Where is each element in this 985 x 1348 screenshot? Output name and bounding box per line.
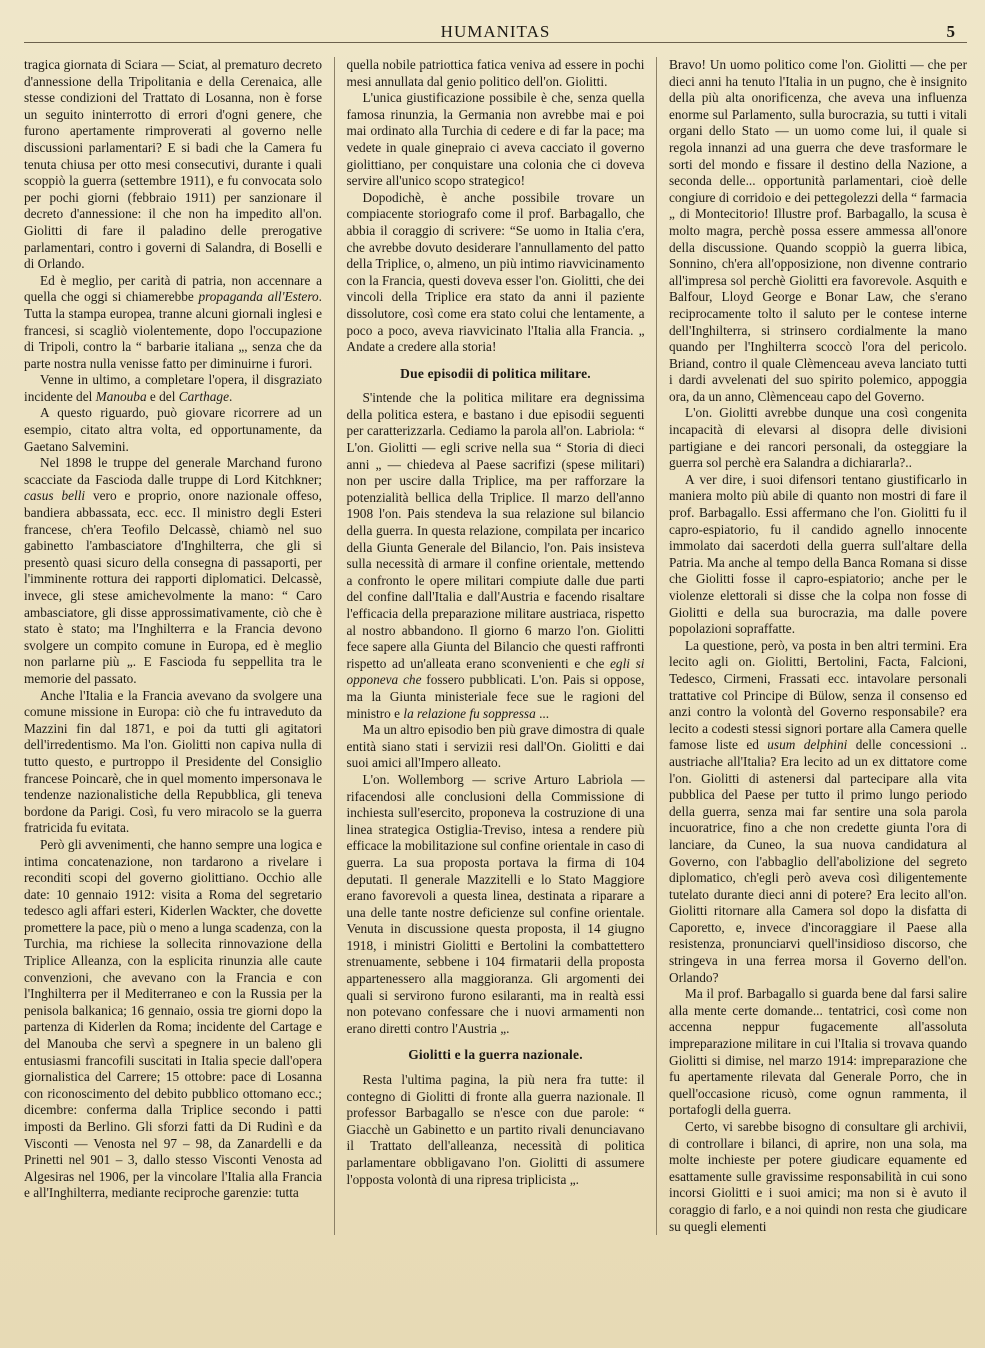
text-run: Ma il prof. Barbagallo si guarda bene dal farsi salire alla mente certe domande... tentatrici, così come non accenna neppur fugacemente all'assoluta impreparazione militare in cui l'Italia si trovava quando Giolitti si dimise, nel marzo 1914: impreparazione che fu apertamente rilevata dal Generale Porro, che in quell'occasione ricusò, come ognun rammenta, il portafogli della guerra.	[669, 986, 967, 1118]
italic-phrase: Carthage	[178, 388, 229, 404]
article-paragraph	[347, 1072, 645, 1188]
text-run: Dopodichè, è anche possibile trovare un compiacente storiografo come il prof. Barbagallo, che abbia il coraggio di scrivere: “Se uomo in Italia c'era, che avrebbe dovuto desiderare l'annullamento del patto della Triplice, o, almeno, un più intimo riavvicinamento con la Francia, questi doveva esser l'on. Giolitti, che dei vincoli della Triplice era stato da anni il paziente dissolutore, così come era stato colui che lentamente, a poco a poco, aveva riavvicinato l'Italia alla Francia. „ Andate a credere alla storia!	[346, 189, 645, 355]
italic-phrase: Manouba	[95, 388, 147, 404]
text-run: Resta l'ultima pagina, la più nera fra tutte: il contegno di Giolitti di fronte alla guerra nazionale. Il professor Barbagallo se n'esce con due parole: “ Giacchè un Gabinetto e un partito rivali denunciavano il Trattato dell'alleanza, necessità di politica parlamentare obbligavano l'on. Giolitti di assumere l'opposta volontà di una ripresa triplicista „.	[346, 1072, 645, 1187]
text-run: L'unica giustificazione possibile è che, senza quella famosa rinunzia, la Germania non avrebbe mai e poi mai ordinato alla Turchia di cedere e di far la pace; ma vedete in quale ginepraio ci aveva cacciato il governo giolittiano, per conquistare una colonia che ci doveva servire all'unico scopo strategico!	[346, 90, 645, 189]
section-heading: Giolitti e la guerra nazionale.	[408, 1047, 583, 1063]
text-run: La questione, però, va posta in ben altri termini. Era lecito agli on. Giolitti, Bertolini, Facta, Falcioni, Tedesco, Cirmeni, Frassati ecc. intavolare personali trattative col Principe di Bülow, senza il consenso ed anzi contro la volontà del Governo responsabile? era lecito a codesti stessi signori portare alla Camera quelle famose liste ed	[669, 637, 967, 753]
text-run: Nel 1898 le truppe del generale Marchand furono scacciate da Fascioda dalle truppe di Lord Kitchkner;	[24, 455, 322, 487]
article-paragraph	[24, 837, 322, 1202]
column-left	[24, 57, 322, 1235]
text-run: A questo riguardo, può giovare ricorrere ad un esempio, citato altra volta, ed opportunamente, da Gaetano Salvemini.	[24, 405, 322, 454]
column-divider	[334, 57, 335, 1235]
text-run: quella nobile patriottica fatica veniva ad essere in pochi mesi annullata dal genio politico dell'on. Giolitti.	[346, 57, 645, 89]
text-run: L'on. Giolitti avrebbe dunque una così congenita incapacità di elevarsi al disopra delle divisioni partigiane e dei rancori personali, da osteggiare la guerra sol perchè era Salandra a dichiararla?..	[669, 405, 967, 471]
text-run: Però gli avvenimenti, che hanno sempre una logica e intima concatenazione, non tardarono a rivelare i reconditi scopi del governo giolittiano. Occhio alle date: 10 gennaio 1912: visita a Roma del segretario tedesco agli affari esteri, Kiderlen Wackter, che dovette promettere la pace, più o meno a lunga scadenza, con la Turchia, ma richiese la sollecita rinnovazione della Triplice Alleanza, con la esplicita rinunzia alle caute convenzioni, che avevano con la Francia e con l'Inghilterra per il Mediterraneo e con la Russia per la penisola balkanica; 16 gennaio, ossia tre giorni dopo la partenza di Kiderlen da Roma; incidente del Cartage e del Manouba che servì a spegnere in un baleno gli entusiasmi francofili suscitati in Italia specie dall'opera giornalistica del Carrere; 15 ottobre: pace di Losanna con riconoscimento del debito pubblico ottomano ecc.; dicembre: conferma dalla Triplice secondo i patti imposti da Berlino. Gli sforzi fatti da Di Rudinì e da Visconti — Venosta nel 97 – 98, da Zanardelli e da Prinetti nel 901 – 3, dallo stesso Visconti Venosta ad Algesiras nel 1906, per la vincolare l'Italia alla Francia e all'Inghilterra, mediante reciproche garenzie: tutta	[24, 836, 322, 1201]
article-paragraph	[669, 1119, 967, 1235]
text-run: L'on. Wollemborg — scrive Arturo Labriola — rifacendosi alle conclusioni della Commissione di inchiesta sull'esercito, proponeva la costruzione di una linea strategica Ostiglia-Treviso, intesa a rendere più efficace la mobilitazione sul confine orientale in caso di guerra. La sua proposta portava la firma di 104 deputati. Il generale Mazzitelli e lo Stato Maggiore erano favorevoli a questa linea, destinata a riparare a una delle tante nostre deficienze sul confine orientale. Venuta in discussione questa proposta, il 14 giugno 1918, i ministri Giolitti e Bertolini la combattettero strenuamente, sebbene i 104 firmatarii della proposta appartenessero alla maggioranza. Gli argomenti dei quali si servirono furono esilaranti, ma in realtà essi non potevano confessare che i nuovi armamenti non erano diretti contro l'Austria „.	[346, 771, 645, 1036]
text-run: Anche l'Italia e la Francia avevano da svolgere una comune missione in Europa: ciò che fu intraveduto da Mazzini fin dal 1871, e poi da tutti gli agitatori dell'irredentismo. Ma l'on. Giolitti non capiva nulla di tutto questo, e purtroppo il Presidente del Consiglio francese Poincarè, che in quel momento impersonava le tendenze nazionalistiche della Repubblica, gli teneva bordone da Parigi. Così, fu vero miracolo se la guerra fratricida fu evitata.	[24, 687, 322, 836]
article-paragraph	[669, 472, 967, 638]
article-paragraph	[24, 405, 322, 455]
italic-phrase: propaganda all'Estero	[198, 289, 319, 305]
column-middle	[347, 57, 645, 1235]
page-header	[24, 22, 967, 43]
article-paragraph	[669, 405, 967, 471]
text-run: e del	[146, 388, 179, 404]
italic-phrase: usum delphini	[767, 737, 848, 753]
article-paragraph	[347, 190, 645, 356]
text-run: Venne in ultimo, a completare l'opera, il disgraziato incidente del	[24, 372, 322, 404]
text-run: tragica giornata di Sciara — Sciat, al prematuro decreto d'annessione della Tripolitania e della Cerenaica, alle stesse condizioni del Trattato di Losanna, non è forse un seguito ininterrotto di errori d'ogni genere, che furono apertamente rimproverati al governo nelle discussioni parlamentari? E si badi che la Camera fu tenuta chiusa per otto mesi consecutivi, durante i quali scoppiò la guerra (settembre 1911), e fu convocata solo per pochi giorni (febbraio 1911) per sanzionare il decreto d'annessione: il che non ha impedito all'on. Giolitti di fare il paladino delle prerogative parlamentari, contro i governi di Salandra, di Boselli e di Orlando.	[24, 57, 322, 272]
article-paragraph	[347, 390, 645, 722]
article-paragraph	[347, 57, 645, 90]
section-heading: Due episodii di politica militare.	[400, 365, 591, 381]
article-paragraph	[669, 57, 967, 405]
article-paragraph	[24, 273, 322, 373]
text-run: . Tutta la stampa europea, tranne alcuni giornali inglesi e francesi, si scagliò violentemente, dopo l'occupazione di Tripoli, contro la “ barbarie italiana „, senza che da parte nostra nulla venisse fatto per diminuirne i furori.	[24, 289, 322, 371]
article-paragraph	[24, 372, 322, 405]
column-divider	[656, 57, 657, 1235]
text-run: .	[228, 388, 233, 404]
text-run: fossero pubblicati. L'on. Pais si oppose, ma la Giunta ministeriale fece sue le ragioni del ministro e	[346, 672, 645, 721]
article-paragraph	[347, 772, 645, 1038]
text-run: S'intende che la politica militare era degnissima della politica estera, e bastano i due episodii seguenti per caratterizzarla. Cediamo la parola all'on. Labriola: “ L'on. Giolitti — egli scrive nella sua “ Storia di dieci anni „ — chiedeva al Paese sacrifizi (spese militari) non per uscire dalla Triplice, ma per rafforzare la potenzialità bellica della Triplice. Il marzo dell'anno 1908 l'on. Pais stendeva la sua relazione sul bilancio della guerra. In questa relazione, compilata per incarico della Giunta Generale del Bilancio, l'on. Pais insisteva sulla necessità di armare il confine orientale, mettendo a confronto le opere militari compiute dalle due parti del confine dall'Italia e dall'Austria e facendo risaltare l'efficacia della preparazione militare austriaca, rispetto al nostro abbandono. Il giorno 6 marzo l'on. Giolitti fece sapere alla Giunta del Bilancio che questi raffronti rispetto ad un'alleata erano sconvenienti e che	[346, 390, 645, 671]
text-run: delle concessioni .. austriache all'Italia? Era lecito ad un ex dittatore come l'on. Giolitti di astenersi dal partecipare alla vita pubblica del Paese per tutto il primo lungo periodo della guerra, senza mai far sentire una sola parola incuoratrice, fino a che non credette giunta l'ora di lanciare, da Cuneo, la sua nuova candidatura al Governo, con l'abbaglio dell'abolizione del segreto diplomatico, ch'egli però aveva così diligentemente tutelato durante dieci anni di potere? Era lecito all'on. Giolitti ritornare alla Camera sol dopo la disfatta di Caporetto, e, invece d'incoraggiare il Paese alla resistenza, pronunciarvi quell'insidioso discorso, che stringeva in una ferrea morsa il Governo dell'on. Orlando?	[669, 737, 967, 985]
text-run: A ver dire, i suoi difensori tentano giustificarlo in maniera molto più abile di quanto non mostri di fare il prof. Barbagallo. Essi affermano che l'on. Giolitti fu il capro-espiatorio, fu il candido agnello innocente immolato dai sacerdoti della guerra sull'altare della Patria. Ma anche al tempo della Banca Romana si disse che Giolitti fosse il capro-espiatorio; anche per le violenze elettorali si disse che la colpa non fosse di Giolitti e della sua burocrazia, ma dalle povere popolazioni sopraffatte.	[669, 471, 967, 637]
article-paragraph	[24, 688, 322, 837]
text-run: vero e proprio, onore nazionale offeso, bandiera abbassata, ecc. ecc. Il ministro degli Esteri francese, ch'era Teofilo Delcassè, chiamò nel suo gabinetto l'ambasciatore d'Inghilterra, che gli si presentò quasi sicuro della consegna di passaporti, per l'imminente rottura dei rapporti diplomatici. Delcassè, invece, gli stese amichevolmente la mano: “ Caro ambasciatore, gli disse approssimativamente, ciò che è stato è stato; ma l'Inghilterra e la Francia devono svolgere un compito comune in Europa, ed è meglio non parlarne più „. E Fascioda fu seppellita tra le memorie del passato.	[24, 488, 322, 686]
article-columns	[24, 57, 967, 1235]
column-right	[669, 57, 967, 1235]
text-run: Certo, vi sarebbe bisogno di consultare gli archivii, di controllare i bilanci, di aprire, non una sola, ma molte inchieste per potere giudicare equamente ed esattamente sulle gravissime responsabilità in cui sono incorsi Giolitti e i suoi amici; ma non si è avuto il coraggio di farlo, e a noi quindi non resta che giudicare su quegli elementi	[669, 1119, 967, 1234]
italic-phrase: egli si opponeva che	[346, 655, 645, 688]
text-run: Ed è meglio, per carità di patria, non accennare a quella che oggi si chiamerebbe	[24, 272, 322, 305]
italic-phrase: casus belli	[24, 488, 86, 504]
italic-phrase: la relazione fu soppressa	[403, 705, 536, 721]
masthead-title: HUMANITAS	[440, 22, 551, 41]
article-paragraph	[347, 722, 645, 772]
text-run: Ma un altro episodio ben più grave dimostra di quale entità siano stati i servizii resi dall'On. Giolitti e dai suoi amici all'Impero alleato.	[346, 722, 645, 771]
text-run: ...	[535, 705, 550, 721]
article-paragraph	[347, 90, 645, 190]
article-paragraph	[669, 638, 967, 986]
article-paragraph	[669, 986, 967, 1119]
page-number: 5	[946, 22, 955, 41]
article-paragraph	[24, 455, 322, 687]
text-run: Bravo! Un uomo politico come l'on. Giolitti — che per dieci anni ha tenuto l'Italia in un pugno, che è insignito della più alta onorificenza, che aveva una influenza enorme sul Parlamento, sulla burocrazia, su tutti i vitali organi dello Stato — un uomo come lui, il quale si regola innanzi ad una guerra che deve trasformare le sorti del mondo e fissare il destino della Nazione, a seconda delle... opportunità parlamentari, cioè delle congiure di corridoio e dei pettegolezzi della “ farmacia „ di Montecitorio! Illustre prof. Barbagallo, la scusa è molto magra, perchè possa essere ammessa all'onore della discussione. Quando scoppiò la guerra libica, Sonnino, ch'era all'opposizione, non divenne contrario all'impresa sol perchè Giolitti era favorevole. Asquith e Balfour, Lloyd George e Bonar Law, che s'erano reciprocamente tolto il saluto per le contese interne dell'Inghilterra, si strinsero cordialmente la mano quando per l'Inghilterra scoccò l'ora del pericolo. Briand, contro il quale Clèmenceau aveva lanciato tutti i dardi avvelenati del suo spirito polemico, appoggia ora, da un anno, Clèmenceau capo del Governo.	[669, 57, 967, 404]
article-paragraph	[24, 57, 322, 273]
